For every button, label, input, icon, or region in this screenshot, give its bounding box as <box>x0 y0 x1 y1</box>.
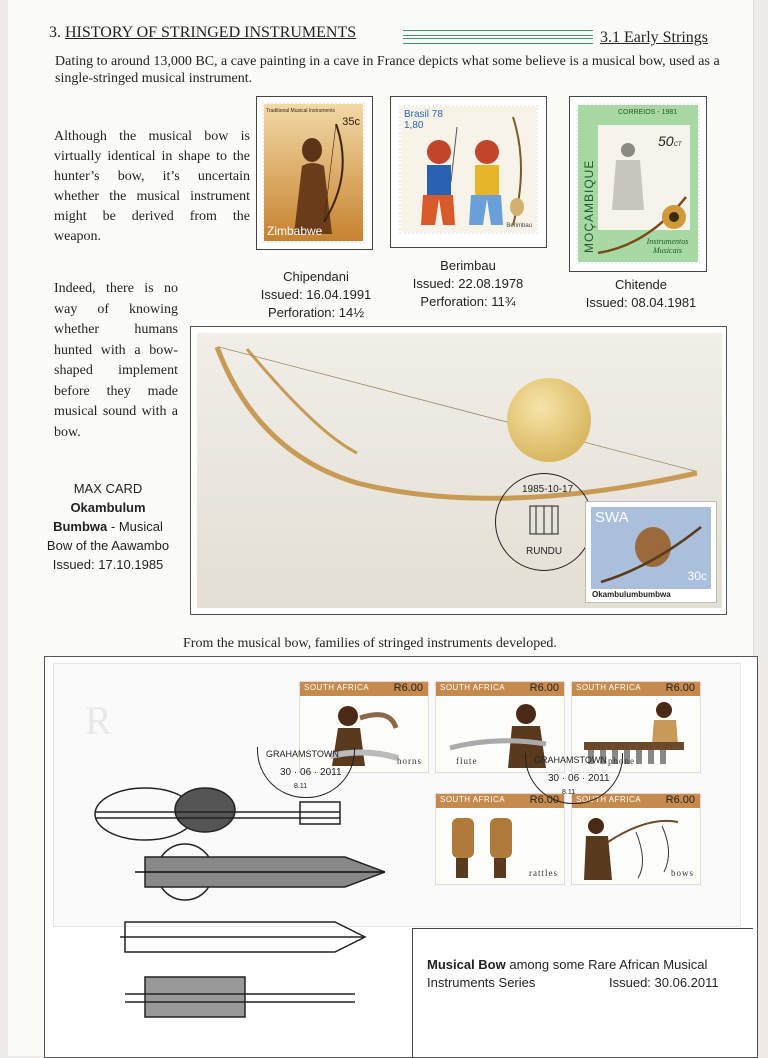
caption-chipendani <box>246 268 386 322</box>
sa-stamp-phone-country: SOUTH AFRICA <box>576 683 642 692</box>
stamp-zimbabwe <box>256 96 373 250</box>
stamp-brasil-inscription: Berimbau <box>506 223 532 229</box>
sa-stamp-flute-country: SOUTH AFRICA <box>440 683 506 692</box>
caption-chipendani-perforation: Perforation: 14½ <box>267 305 365 320</box>
sa-stamp-phone-name: phone <box>608 756 635 766</box>
title-number: 3. <box>49 24 61 41</box>
sa-stamp-rattles-value: R6.00 <box>529 794 559 806</box>
series-info-box <box>412 928 753 1057</box>
sa-stamp-rattles-name: rattles <box>529 868 558 878</box>
stamp-mocambique-inscription: Instrumentos Musicais <box>646 237 689 255</box>
cover-postmark-1-date: 30 · 06 · 2011 <box>280 767 342 778</box>
stamp-mocambique-country: MOÇAMBIQUE <box>582 159 596 253</box>
max-card-postmark-date: 1985-10-17 <box>522 484 574 495</box>
cover-postmark-2-code: 8.11 <box>562 789 576 796</box>
stamp-mocambique-header: CORREIOS - 1981 <box>618 109 678 116</box>
series-info-issued: Issued: 30.06.2011 <box>609 975 719 990</box>
sa-stamp-horns-value: R6.00 <box>393 682 423 694</box>
max-card-postmark-emblem-icon <box>524 500 564 540</box>
series-info-line1 <box>427 957 707 972</box>
sa-stamp-flute-name: flute <box>456 756 478 766</box>
stamp-zimbabwe-value: 35c <box>342 116 360 128</box>
caption-berimbau-perforation: Perforation: 11¾ <box>420 294 516 309</box>
stamp-mocambique-image <box>578 105 698 262</box>
cover-postmark-2-place: GRAHAMSTOWN <box>534 755 607 765</box>
swa-stamp-image <box>591 507 711 589</box>
max-card-postmark-place: RUNDU <box>526 546 563 557</box>
max-card-label: MAX CARD <box>73 481 143 496</box>
swa-stamp <box>585 501 717 603</box>
max-card-photo <box>197 333 722 608</box>
max-card-postmark <box>495 473 593 571</box>
stamp-mocambique <box>569 96 707 272</box>
caption-chitende <box>566 276 716 312</box>
cover-postmark-1-place: GRAHAMSTOWN <box>266 749 339 759</box>
stamp-mocambique-value <box>658 133 682 149</box>
stamp-mocambique-country-wrap <box>580 117 594 257</box>
stamp-brasil-image <box>401 107 536 232</box>
sa-stamp-bows-country: SOUTH AFRICA <box>576 795 642 804</box>
series-info-bold: Musical Bow <box>427 957 506 972</box>
cover-postmark-1-code: 8.11 <box>294 783 308 790</box>
max-card-issued: Issued: 17.10.1985 <box>52 557 164 572</box>
title-text: HISTORY OF STRINGED INSTRUMENTS <box>65 24 357 41</box>
paragraph-2: Indeed, there is no way of knowing whether humans hunted with a bow-shaped implement before they made musical sound with a bow. <box>54 281 178 440</box>
max-card-name-line1: Okambulum <box>70 500 146 515</box>
caption-berimbau-name: Berimbau <box>440 258 496 273</box>
max-card-desc-line2: Bow of the Aawambo <box>46 538 170 553</box>
stamp-brasil <box>390 96 547 248</box>
sa-stamp-rattles <box>435 793 565 885</box>
album-page <box>8 0 753 1056</box>
max-card-desc-line1: - Musical <box>107 519 163 534</box>
series-info-line2: Instruments Series <box>427 975 536 990</box>
series-info-rest: among some Rare African Musical <box>505 957 708 972</box>
stamp-zimbabwe-country: Zimbabwe <box>267 224 323 238</box>
stamp-brasil-country <box>404 109 443 131</box>
stamp-brasil-country-text: Brasil 78 <box>404 109 443 120</box>
sa-stamp-rattles-country: SOUTH AFRICA <box>440 795 506 804</box>
sa-stamp-horns-country: SOUTH AFRICA <box>304 683 370 692</box>
sa-stamp-bows-value: R6.00 <box>665 794 695 806</box>
stamp-zimbabwe-image <box>264 104 363 241</box>
caption-chipendani-issued: Issued: 16.04.1991 <box>260 287 372 302</box>
stamp-zimbabwe-inscription: Traditional Musical Instruments <box>266 108 336 114</box>
page-subtitle: 3.1 Early Strings <box>600 29 708 46</box>
instrument-sketches <box>85 782 385 1022</box>
caption-chipendani-name: Chipendani <box>283 269 349 284</box>
paragraph-1: Although the musical bow is virtually identical in shape to the hunter’s bow, it’s uncertain whether the musical instrument might be derived from the weapon. <box>54 129 250 244</box>
page-title <box>49 24 356 42</box>
caption-berimbau-issued: Issued: 22.08.1978 <box>412 276 524 291</box>
stamp-mocambique-value-number: 50 <box>658 133 674 149</box>
swa-stamp-name: Okambulumbumbwa <box>592 590 671 599</box>
title-rule-2 <box>403 38 593 44</box>
caption-chitende-name: Chitende <box>614 277 668 292</box>
stamp-brasil-value: 1,80 <box>404 120 424 131</box>
max-card <box>190 326 727 615</box>
sa-stamp-flute-value: R6.00 <box>529 682 559 694</box>
sa-stamp-bows-name: bows <box>670 868 694 878</box>
title-rule-1 <box>403 30 593 36</box>
cover-postmark-2-date: 30 · 06 · 2011 <box>548 773 610 784</box>
max-card-caption <box>38 479 178 574</box>
cover-intro-line: From the musical bow, families of stringed instruments developed. <box>183 636 557 651</box>
max-card-name-line2: Bumbwa <box>53 519 108 534</box>
caption-chitende-issued: Issued: 08.04.1981 <box>585 295 697 310</box>
swa-stamp-value: 30c <box>687 569 707 583</box>
caption-berimbau <box>398 257 538 311</box>
intro-text: Dating to around 13,000 BC, a cave painting in a cave in France depicts what some believe is a musical bow, used as a single-stringed musical instrument. <box>55 54 720 86</box>
sa-stamp-horns-name: horns <box>397 756 422 766</box>
stamp-mocambique-value-unit: CT <box>673 142 682 148</box>
swa-stamp-country: SWA <box>595 509 629 526</box>
sa-stamp-phone-value: R6.00 <box>665 682 695 694</box>
cover-watermark-letter: R <box>85 698 112 743</box>
sa-stamp-bows <box>571 793 701 885</box>
